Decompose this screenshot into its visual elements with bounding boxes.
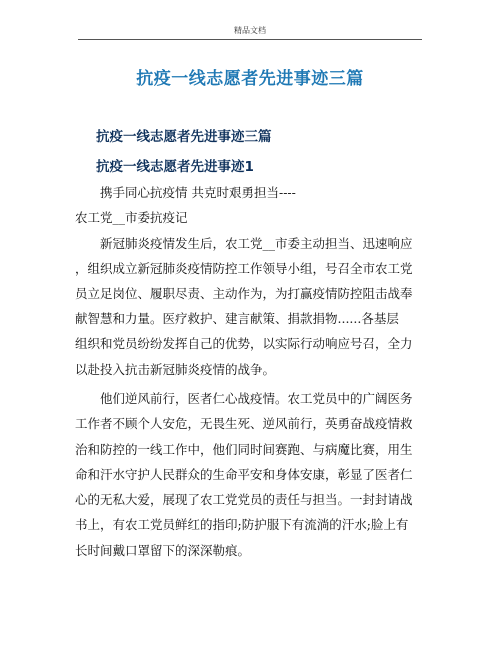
body-line: 治和防控的一线工作中，他们同时间赛跑、与病魔比赛，用生 <box>75 442 413 457</box>
body-line: 农工党__市委抗疫记 <box>75 210 188 225</box>
body-line: 书上，有农工党员鲜红的指印;防护服下有流淌的汗水;脸上有 <box>75 517 409 532</box>
body-line: 新冠肺炎疫情发生后，农工党__市委主动担当、迅速响应 <box>100 236 413 251</box>
body-line: 员立足岗位、履职尽责、主动作为，为打赢疫情防控阻击战奉 <box>75 286 413 301</box>
body-line: 献智慧和力量。医疗救护、建言献策、捐款捐物......各基层 <box>75 311 399 326</box>
body-line: 以赴投入抗击新冠肺炎疫情的战争。 <box>75 362 276 377</box>
body-line: 组织和党员纷纷发挥自己的优势，以实际行动响应号召，全力 <box>75 336 413 351</box>
body-line: 工作者不顾个人安危，无畏生死、逆风前行，英勇奋战疫情救 <box>75 416 413 431</box>
body-line: 命和汗水守护人民群众的生命平安和身体安康，彰显了医者仁 <box>75 467 413 482</box>
body-line: 心的无私大爱，展现了农工党党员的责任与担当。一封封请战 <box>75 492 413 507</box>
section-heading: 抗疫一线志愿者先进事迹三篇 <box>96 129 272 145</box>
body-line: 长时间戴口罩留下的深深勒痕。 <box>75 543 251 558</box>
article-heading: 抗疫一线志愿者先进事迹1 <box>96 159 254 175</box>
document-title: 抗疫一线志愿者先进事迹三篇 <box>136 69 364 89</box>
header-divider <box>78 39 422 40</box>
body-line: 他们逆风前行，医者仁心战疫情。农工党员中的广阔医务 <box>100 391 413 406</box>
body-line: 携手同心抗疫情 共克时艰勇担当---- <box>100 185 296 200</box>
body-line: ，组织成立新冠肺炎疫情防控工作领导小组，号召全市农工党 <box>75 261 413 276</box>
header-label: 精品文档 <box>234 26 266 35</box>
